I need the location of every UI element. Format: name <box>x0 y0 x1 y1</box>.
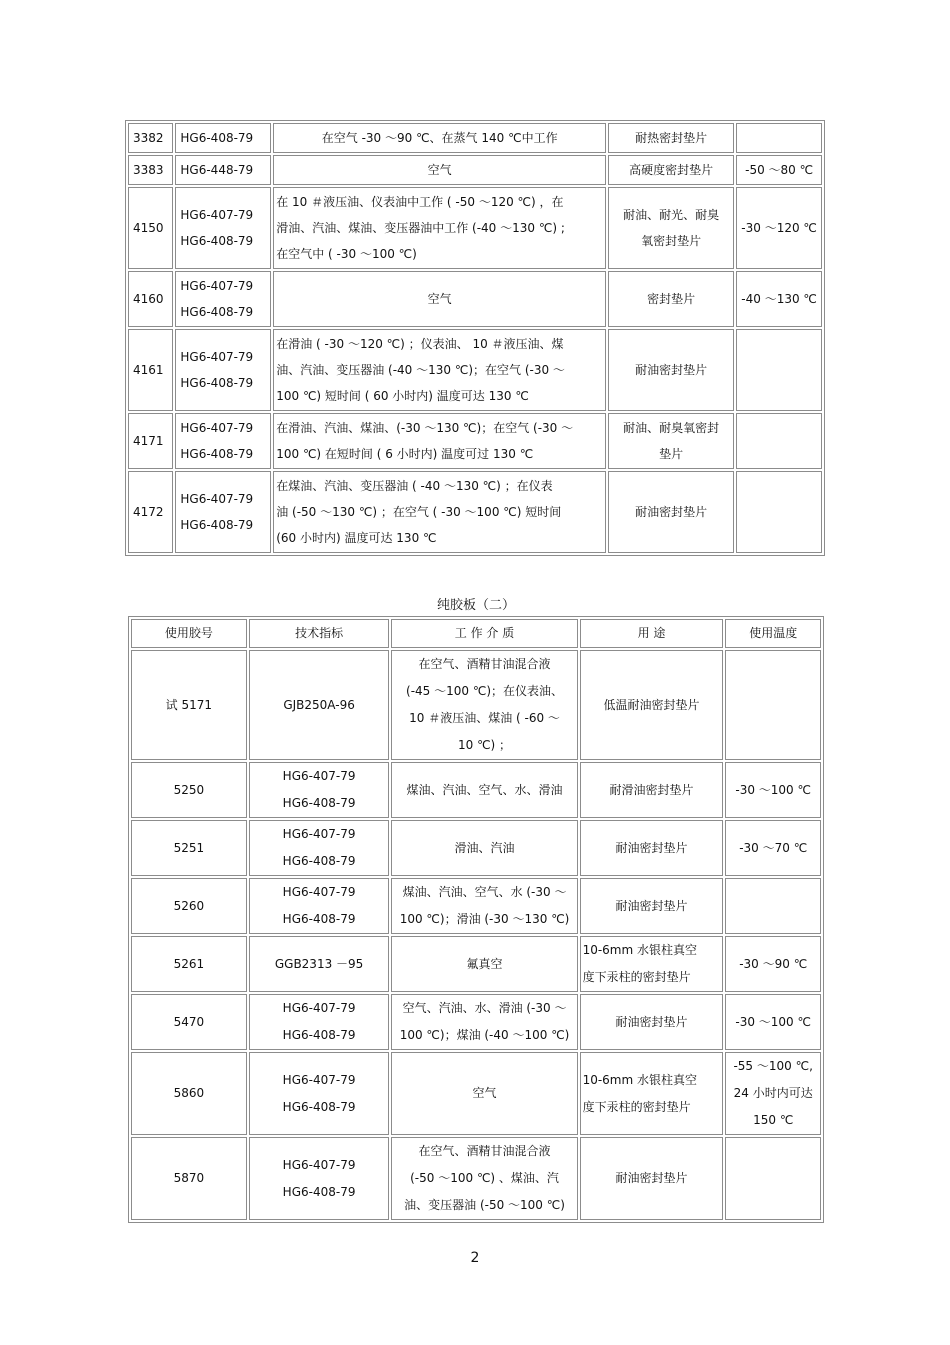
working-medium-line: 100 ℃) 短时间 ( 60 小时内) 温度可达 130 ℃ <box>276 389 529 403</box>
table-header-row <box>131 619 821 648</box>
usage-line: 垫片 <box>659 447 684 461</box>
technical-standard-line: HG6-407-79 <box>282 1157 356 1172</box>
compound-number: 4172 <box>128 471 173 553</box>
usage <box>608 413 734 469</box>
usage-line: 耐油密封垫片 <box>615 840 688 855</box>
table-row <box>131 820 821 876</box>
technical-standard-line: HG6-407-79 <box>180 492 254 506</box>
table-row <box>131 762 821 818</box>
header-temperature: 使用温度 <box>725 619 821 648</box>
table-caption: 纯胶板（二） <box>436 598 515 613</box>
temperature-line: 24 小时内可达 <box>733 1086 813 1100</box>
compound-number: 5470 <box>131 994 247 1050</box>
working-medium-line: (60 小时内) 温度可达 130 ℃ <box>276 531 437 545</box>
technical-standard <box>249 650 390 760</box>
working-medium <box>391 820 577 876</box>
working-medium-line: 空气、汽油、水、滑油 (-30 ～ <box>402 1001 567 1015</box>
technical-standard-line: HG6-408-79 <box>282 1028 356 1042</box>
technical-standard <box>249 820 390 876</box>
working-medium-line: 氟真空 <box>466 956 503 971</box>
technical-standard-line: HG6-408-79 <box>282 854 356 868</box>
working-medium-line: 10 ℃) ； <box>457 738 512 752</box>
usage <box>580 936 724 992</box>
technical-standard-line: GGB2313 －95 <box>274 956 364 971</box>
usage-line: 耐油、耐臭氧密封 <box>623 421 720 435</box>
technical-standard-line: HG6-408-79 <box>282 1184 356 1199</box>
temperature <box>736 413 822 469</box>
temperature-line: -40 ～130 ℃ <box>741 292 817 306</box>
technical-standard-line: HG6-407-79 <box>180 350 254 364</box>
compound-number: 5261 <box>131 936 247 992</box>
technical-standard <box>175 271 271 327</box>
table-row <box>131 936 821 992</box>
technical-standard-line: HG6-407-79 <box>180 279 254 293</box>
technical-standard <box>249 762 390 818</box>
usage-line: 10-6mm 水银柱真空 <box>582 1072 697 1087</box>
working-medium <box>391 1052 577 1135</box>
usage-line: 耐油密封垫片 <box>615 898 688 913</box>
technical-standard-line: HG6-408-79 <box>282 912 356 926</box>
working-medium-line: 在空气、酒精甘油混合液 <box>418 657 551 671</box>
rubber-spec-table-1 <box>125 120 825 556</box>
technical-standard-line: HG6-448-79 <box>180 163 254 177</box>
temperature <box>736 187 822 269</box>
technical-standard-line: HG6-407-79 <box>282 1001 356 1015</box>
temperature <box>736 271 822 327</box>
temperature <box>736 123 822 153</box>
temperature <box>725 1052 821 1135</box>
technical-standard-line: HG6-407-79 <box>282 1072 356 1087</box>
temperature <box>725 994 821 1050</box>
compound-number: 4171 <box>128 413 173 469</box>
usage-line: 耐滑油密封垫片 <box>609 782 694 797</box>
usage-line: 10-6mm 水银柱真空 <box>582 943 697 957</box>
working-medium-line: 100 ℃) 在短时间 ( 6 小时内) 温度可过 130 ℃ <box>276 447 534 461</box>
temperature <box>736 329 822 411</box>
usage <box>580 820 724 876</box>
temperature-line: -30 ～90 ℃ <box>739 956 808 971</box>
technical-standard <box>175 329 271 411</box>
technical-standard <box>249 936 390 992</box>
usage-line: 高硬度密封垫片 <box>629 163 714 177</box>
temperature <box>725 936 821 992</box>
technical-standard-line: HG6-407-79 <box>180 208 254 222</box>
temperature-line: -50 ～80 ℃ <box>745 163 814 177</box>
temperature <box>725 650 821 760</box>
compound-number: 5260 <box>131 878 247 934</box>
temperature-line: -55 ～100 ℃, <box>733 1059 813 1073</box>
working-medium <box>391 936 577 992</box>
temperature <box>725 762 821 818</box>
compound-number: 3382 <box>128 123 173 153</box>
usage <box>580 1052 724 1135</box>
header-tech-spec: 技术指标 <box>249 619 390 648</box>
temperature-line: 150 ℃ <box>753 1113 794 1127</box>
working-medium-line: 在滑油 ( -30 ～120 ℃) ；仪表油、 10 ＃液压油、煤 <box>276 337 564 351</box>
usage-line: 耐油密封垫片 <box>615 1014 688 1029</box>
page-number: 2 <box>470 1250 480 1266</box>
working-medium-line: 空气 <box>427 163 452 177</box>
working-medium-line: 煤油、汽油、空气、水、滑油 <box>406 782 563 797</box>
table-row <box>128 329 822 411</box>
table-row <box>131 1052 821 1135</box>
usage-line: 耐油、耐光、耐臭 <box>623 208 720 222</box>
temperature <box>725 820 821 876</box>
usage-line: 氧密封垫片 <box>641 234 702 248</box>
usage-line: 耐油密封垫片 <box>635 363 708 377</box>
working-medium-line: 煤油、汽油、空气、水 (-30 ～ <box>402 885 567 899</box>
usage <box>580 878 724 934</box>
technical-standard <box>175 155 271 185</box>
table-row <box>131 994 821 1050</box>
working-medium <box>273 413 606 469</box>
compound-number: 4161 <box>128 329 173 411</box>
working-medium-line: 空气 <box>472 1086 497 1100</box>
compound-number: 5250 <box>131 762 247 818</box>
working-medium <box>391 994 577 1050</box>
working-medium <box>391 1137 577 1220</box>
usage <box>608 123 734 153</box>
usage <box>580 650 724 760</box>
technical-standard-line: HG6-408-79 <box>282 796 356 810</box>
table-row <box>131 650 821 760</box>
working-medium-line: 在 10 ＃液压油、仪表油中工作 ( -50 ～120 ℃) ，在 <box>276 195 564 209</box>
temperature <box>725 1137 821 1220</box>
technical-standard-line: HG6-408-79 <box>180 305 254 319</box>
working-medium-line: 滑油、汽油 <box>454 840 515 855</box>
header-usage: 用 途 <box>580 619 724 648</box>
table-row <box>128 471 822 553</box>
usage <box>580 762 724 818</box>
table-row <box>128 155 822 185</box>
working-medium-line: (-50 ～100 ℃) 、煤油、汽 <box>410 1171 559 1185</box>
technical-standard <box>249 878 390 934</box>
usage <box>580 994 724 1050</box>
usage <box>608 271 734 327</box>
working-medium-line: 油、汽油、变压器油 (-40 ～130 ℃)；在空气 (-30 ～ <box>276 363 565 377</box>
technical-standard-line: HG6-408-79 <box>180 131 254 145</box>
working-medium-line: 油、变压器油 (-50 ～100 ℃) <box>404 1198 565 1212</box>
usage <box>608 187 734 269</box>
header-working-medium: 工 作 介 质 <box>391 619 577 648</box>
table-row <box>128 123 822 153</box>
compound-number: 5251 <box>131 820 247 876</box>
working-medium <box>273 271 606 327</box>
compound-number: 4160 <box>128 271 173 327</box>
working-medium-line: 油 (-50 ～130 ℃) ；在空气 ( -30 ～100 ℃) 短时间 <box>276 505 562 519</box>
compound-number: 5870 <box>131 1137 247 1220</box>
compound-number: 4150 <box>128 187 173 269</box>
usage-line: 耐油密封垫片 <box>635 505 708 519</box>
temperature-line: -30 ～100 ℃ <box>735 782 811 797</box>
technical-standard-line: HG6-408-79 <box>282 1099 356 1114</box>
rubber-spec-table-2 <box>128 616 824 1223</box>
technical-standard <box>249 994 390 1050</box>
working-medium-line: 空气 <box>427 292 452 306</box>
working-medium <box>273 123 606 153</box>
usage <box>608 155 734 185</box>
working-medium-line: 100 ℃)；煤油 (-40 ～100 ℃) <box>399 1028 570 1042</box>
usage-line: 低温耐油密封垫片 <box>603 697 700 712</box>
working-medium-line: 滑油、汽油、煤油、变压器油中工作 (-40 ～130 ℃) ; <box>276 221 565 235</box>
working-medium-line: 在空气 -30 ～90 ℃、在蒸气 140 ℃中工作 <box>321 131 558 145</box>
working-medium <box>273 187 606 269</box>
technical-standard <box>175 123 271 153</box>
working-medium-line: 在空气、酒精甘油混合液 <box>418 1144 551 1158</box>
compound-number: 5860 <box>131 1052 247 1135</box>
table-row <box>128 187 822 269</box>
technical-standard <box>249 1137 390 1220</box>
table-row <box>128 271 822 327</box>
working-medium-line: (-45 ～100 ℃)；在仪表油、 <box>406 684 564 698</box>
temperature <box>736 471 822 553</box>
technical-standard-line: GJB250A-96 <box>283 697 355 712</box>
working-medium <box>391 878 577 934</box>
table-row <box>131 1137 821 1220</box>
usage-line: 度下汞柱的密封垫片 <box>582 1099 691 1114</box>
working-medium <box>273 329 606 411</box>
technical-standard-line: HG6-408-79 <box>180 447 254 461</box>
usage <box>608 471 734 553</box>
usage-line: 耐油密封垫片 <box>615 1171 688 1185</box>
working-medium <box>391 650 577 760</box>
working-medium <box>273 471 606 553</box>
usage <box>580 1137 724 1220</box>
working-medium-line: 在煤油、汽油、变压器油 ( -40 ～130 ℃) ；在仪表 <box>276 479 553 493</box>
usage-line: 度下汞柱的密封垫片 <box>582 970 691 984</box>
technical-standard-line: HG6-407-79 <box>282 885 356 899</box>
technical-standard-line: HG6-407-79 <box>282 769 356 783</box>
technical-standard <box>249 1052 390 1135</box>
table-row <box>128 413 822 469</box>
compound-number: 3383 <box>128 155 173 185</box>
temperature-line: -30 ～120 ℃ <box>741 221 817 235</box>
header-compound-no: 使用胶号 <box>131 619 247 648</box>
working-medium-line: 100 ℃)；滑油 (-30 ～130 ℃) <box>399 912 570 926</box>
temperature <box>736 155 822 185</box>
temperature <box>725 878 821 934</box>
temperature-line: -30 ～100 ℃ <box>735 1014 811 1029</box>
technical-standard-line: HG6-407-79 <box>180 421 254 435</box>
temperature-line: -30 ～70 ℃ <box>739 840 808 855</box>
working-medium <box>273 155 606 185</box>
technical-standard-line: HG6-408-79 <box>180 234 254 248</box>
working-medium <box>391 762 577 818</box>
technical-standard-line: HG6-408-79 <box>180 376 254 390</box>
working-medium-line: 在空气中 ( -30 ～100 ℃) <box>276 247 417 261</box>
working-medium-line: 在滑油、汽油、煤油、(-30 ～130 ℃)；在空气 (-30 ～ <box>276 421 574 435</box>
technical-standard <box>175 413 271 469</box>
working-medium-line: 10 ＃液压油、煤油 ( -60 ～ <box>409 711 560 725</box>
usage <box>608 329 734 411</box>
usage-line: 密封垫片 <box>647 292 696 306</box>
technical-standard <box>175 471 271 553</box>
technical-standard-line: HG6-408-79 <box>180 518 254 532</box>
compound-number: 试 5171 <box>131 650 247 760</box>
technical-standard <box>175 187 271 269</box>
usage-line: 耐热密封垫片 <box>635 131 708 145</box>
technical-standard-line: HG6-407-79 <box>282 827 356 841</box>
table-row <box>131 878 821 934</box>
